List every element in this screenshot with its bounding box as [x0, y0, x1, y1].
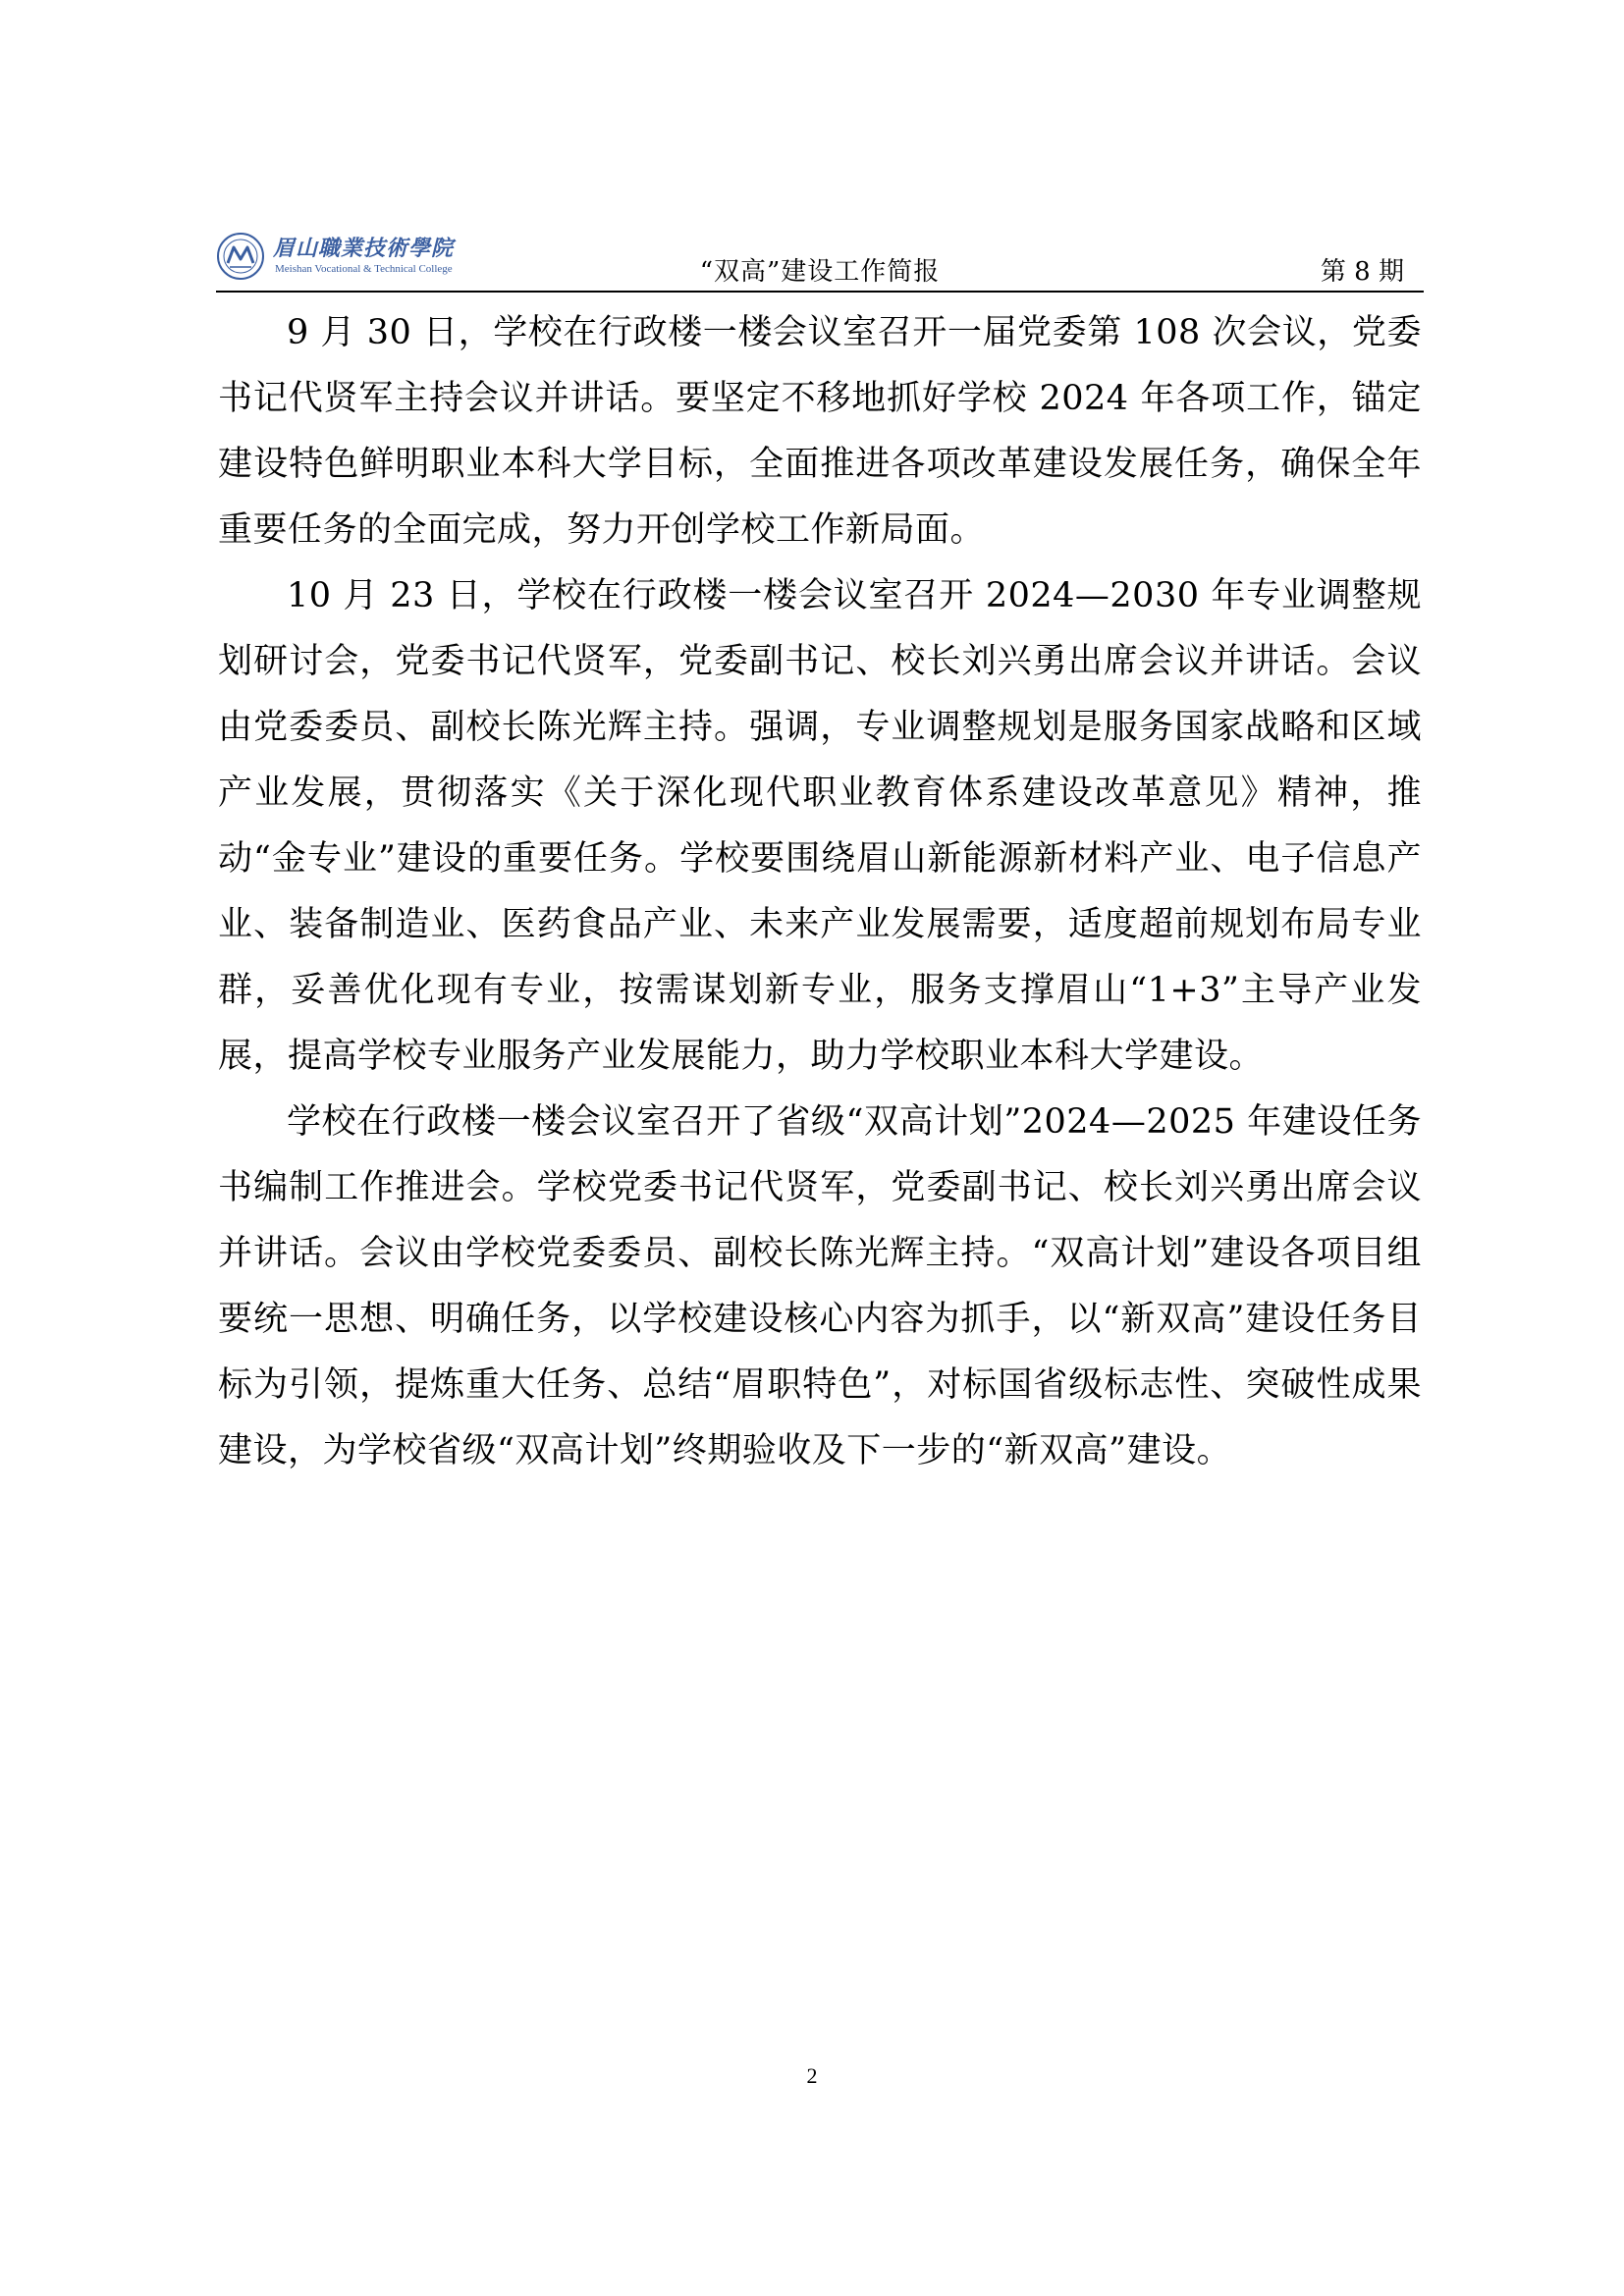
paragraph-party-committee-meeting: 9 月 30 日，学校在行政楼一楼会议室召开一届党委第 108 次会议，党委书记代贤军主持会议并讲话。要坚定不移地抓好学校 2024 年各项工作，锚定建设特色鲜明职业本科大学目标，全面推进各项改革建设发展任务，确保全年重要任务的全面完成，努力开创学校工作新局面。 — [218, 313, 1422, 550]
page-number: 2 — [806, 2063, 818, 2088]
logo-chinese-name: 眉山職業技術學院 — [273, 236, 455, 261]
logo-english-name: Meishan Vocational & Technical College — [275, 263, 453, 275]
issue-number: 第 8 期 — [1320, 257, 1404, 287]
paragraph-double-high-meeting: 学校在行政楼一楼会议室召开了省级“双高计划”2024—2025 年建设任务书编制工作推进会。学校党委书记代贤军，党委副书记、校长刘兴勇出席会议并讲话。会议由学校党委委员、副校长陈光辉主持。“双高计划”建设各项目组要统一思想、明确任务，以学校建设核心内容为抓手，以“新双高”建设任务目标为引领，提炼重大任务、总结“眉职特色”，对标国省级标志性、突破性成果建设，为学校省级“双高计划”终期验收及下一步的“新双高”建设。 — [218, 1102, 1422, 1470]
bulletin-title: “双高”建设工作简报 — [699, 257, 941, 287]
article-body — [218, 300, 1422, 1484]
paragraph-major-planning-seminar: 10 月 23 日，学校在行政楼一楼会议室召开 2024—2030 年专业调整规划研讨会，党委书记代贤军，党委副书记、校长刘兴勇出席会议并讲话。会议由党委委员、副校长陈光辉主持。强调，专业调整规划是服务国家战略和区域产业发展，贯彻落实《关于深化现代职业教育体系建设改革意见》精神，推动“金专业”建设的重要任务。学校要围绕眉山新能源新材料产业、电子信息产业、装备制造业、医药食品产业、未来产业发展需要，适度超前规划布局专业群，妥善优化现有专业，按需谋划新专业，服务支撑眉山“1+3”主导产业发展，提高学校专业服务产业发展能力，助力学校职业本科大学建设。 — [218, 576, 1422, 1076]
page-header — [216, 228, 1424, 293]
